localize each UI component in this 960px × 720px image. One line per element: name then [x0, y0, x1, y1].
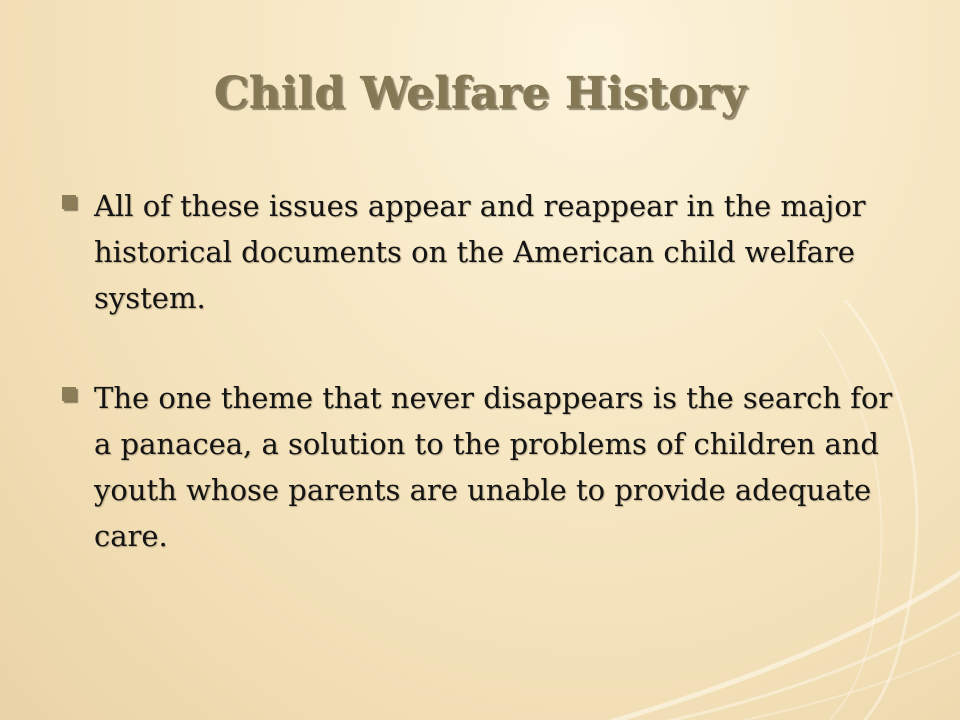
square-bullet-icon: [62, 195, 76, 209]
bullet-item: [60, 183, 910, 321]
bullet-text: The one theme that never disappears is the search for a panacea, a solution to the problems of children and youth whose parents are unable to provide adequate care.: [94, 381, 893, 553]
bullet-text: All of these issues appear and reappear in the major historical documents on the American child welfare system.: [94, 189, 866, 315]
bullet-list: [60, 183, 910, 559]
square-bullet-icon: [62, 387, 76, 401]
bullet-item: [60, 375, 910, 559]
slide-title: Child Welfare History: [213, 68, 747, 119]
